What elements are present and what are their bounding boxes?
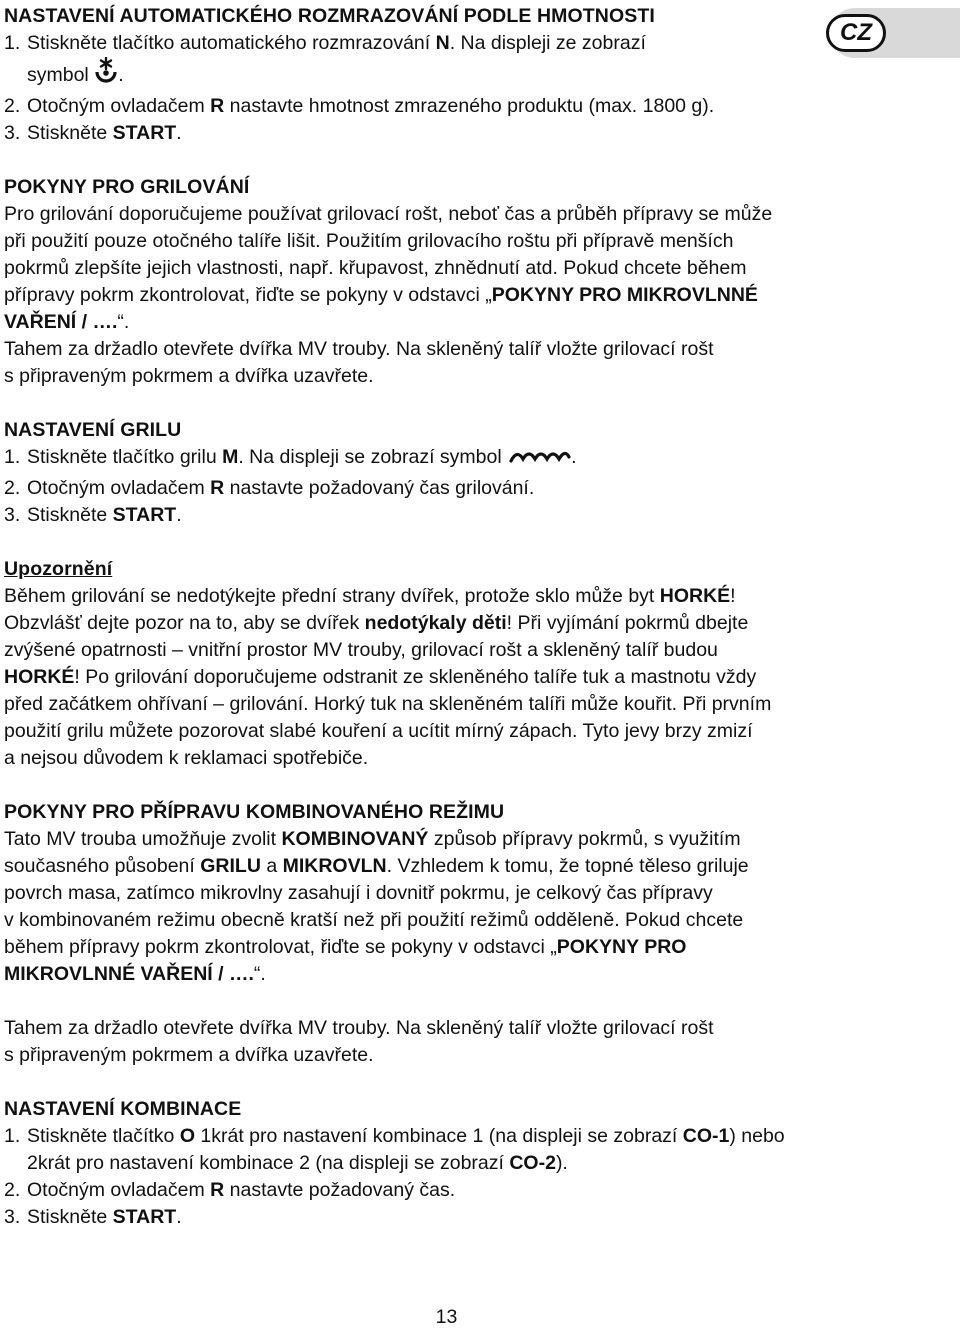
paragraph-line: Obzvlášť dejte pozor na to, aby se dvířek nedotýkaly děti! Při vyjímání pokrmů dbejte (4, 612, 749, 634)
paragraph-line: během přípravy pokrm zkontrolovat, řiďte se pokyny v odstavci „POKYNY PRO (4, 936, 687, 958)
list-item: 3. Stiskněte START. (4, 504, 182, 526)
defrost-icon (94, 57, 118, 93)
list-item: 2. Otočným ovladačem R nastavte požadovaný čas. (4, 1179, 456, 1201)
paragraph-line: při použití pouze otočného talíře lišit. Použitím grilovacího roštu při přípravě menších (4, 230, 734, 252)
paragraph-line: použití grilu můžete pozorovat slabé kouření a ucítit mírný zápach. Tyto jevy brzy zmizí (4, 720, 753, 742)
paragraph-line: v kombinovaném režimu obecně kratší než při použití režimů odděleně. Pokud chcete (4, 909, 744, 931)
paragraph-line: povrch masa, zatímco mikrovlny zasahují i dovnitř pokrmu, je celkový čas přípravy (4, 882, 713, 904)
list-item: 3. Stiskněte START. (4, 122, 182, 144)
section-title-combination-instructions: POKYNY PRO PŘÍPRAVU KOMBINOVANÉHO REŽIMU (4, 801, 505, 823)
grill-icon (507, 447, 571, 475)
list-item: 1. Stiskněte tlačítko O 1krát pro nastavení kombinace 1 (na displeji se zobrazí CO-1) nebo 2krát pro nastavení kombinace 2 (na displeji se zobrazí CO-2). (4, 1125, 785, 1174)
paragraph-line: Tato MV trouba umožňuje zvolit KOMBINOVANÝ způsob přípravy pokrmů, s využitím (4, 828, 741, 850)
paragraph-line: přípravy pokrm zkontrolovat, řiďte se pokyny v odstavci „POKYNY PRO MIKROVLNNÉ (4, 284, 758, 306)
paragraph-line: s připraveným pokrmem a dvířka uzavřete. (4, 1044, 374, 1066)
paragraph-line: zvýšené opatrnosti – vnitřní prostor MV trouby, grilovací rošt a skleněný talíř budou (4, 639, 718, 661)
paragraph-line: s připraveným pokrmem a dvířka uzavřete. (4, 365, 374, 387)
paragraph-line: pokrmů zlepšíte jejich vlastnosti, např. křupavost, zhnědnutí atd. Pokud chcete během (4, 257, 747, 279)
paragraph-line: Tahem za držadlo otevřete dvířka MV trouby. Na skleněný talíř vložte grilovací rošt (4, 1017, 714, 1039)
list-item: 1. Stiskněte tlačítko automatického rozmrazování N. Na displeji ze zobrazí symbol . (4, 30, 904, 93)
list-item: 2. Otočným ovladačem R nastavte požadovaný čas grilování. (4, 477, 535, 499)
language-badge: CZ (826, 14, 886, 52)
section-title-warning: Upozornění (4, 558, 113, 580)
section-title-defrost: NASTAVENÍ AUTOMATICKÉHO ROZMRAZOVÁNÍ PODLE HMOTNOSTI (4, 5, 655, 27)
paragraph-line: současného působení GRILU a MIKROVLN. Vzhledem k tomu, že topné těleso griluje (4, 855, 749, 877)
paragraph-line: VAŘENÍ / ….“. (4, 311, 130, 333)
paragraph-line: před začátkem ohřívaní – grilování. Horký tuk na skleněném talíři může kouřit. Při prvním (4, 693, 772, 715)
paragraph-line: Během grilování se nedotýkejte přední strany dvířek, protože sklo může byt HORKÉ! (4, 585, 736, 607)
section-title-grill-instructions: POKYNY PRO GRILOVÁNÍ (4, 176, 250, 198)
section-title-combination-setting: NASTAVENÍ KOMBINACE (4, 1098, 242, 1120)
page-content (4, 0, 904, 1231)
paragraph-line: HORKÉ! Po grilování doporučujeme odstranit ze skleněného talíře tuk a mastnotu vždy (4, 666, 757, 688)
section-title-grill-setting: NASTAVENÍ GRILU (4, 419, 182, 441)
list-item: 2. Otočným ovladačem R nastavte hmotnost zmrazeného produktu (max. 1800 g). (4, 95, 715, 117)
paragraph-line: Pro grilování doporučujeme používat grilovací rošt, neboť čas a průběh přípravy se může (4, 203, 773, 225)
paragraph-line: a nejsou důvodem k reklamaci spotřebiče. (4, 747, 369, 769)
paragraph-line: Tahem za držadlo otevřete dvířka MV trouby. Na skleněný talíř vložte grilovací rošt (4, 338, 714, 360)
list-item: 3. Stiskněte START. (4, 1206, 182, 1228)
page-number: 13 (435, 1306, 458, 1328)
list-item: 1. Stiskněte tlačítko grilu M. Na displeji se zobrazí symbol . (4, 444, 904, 475)
paragraph-line: MIKROVLNNÉ VAŘENÍ / ….“. (4, 963, 266, 985)
